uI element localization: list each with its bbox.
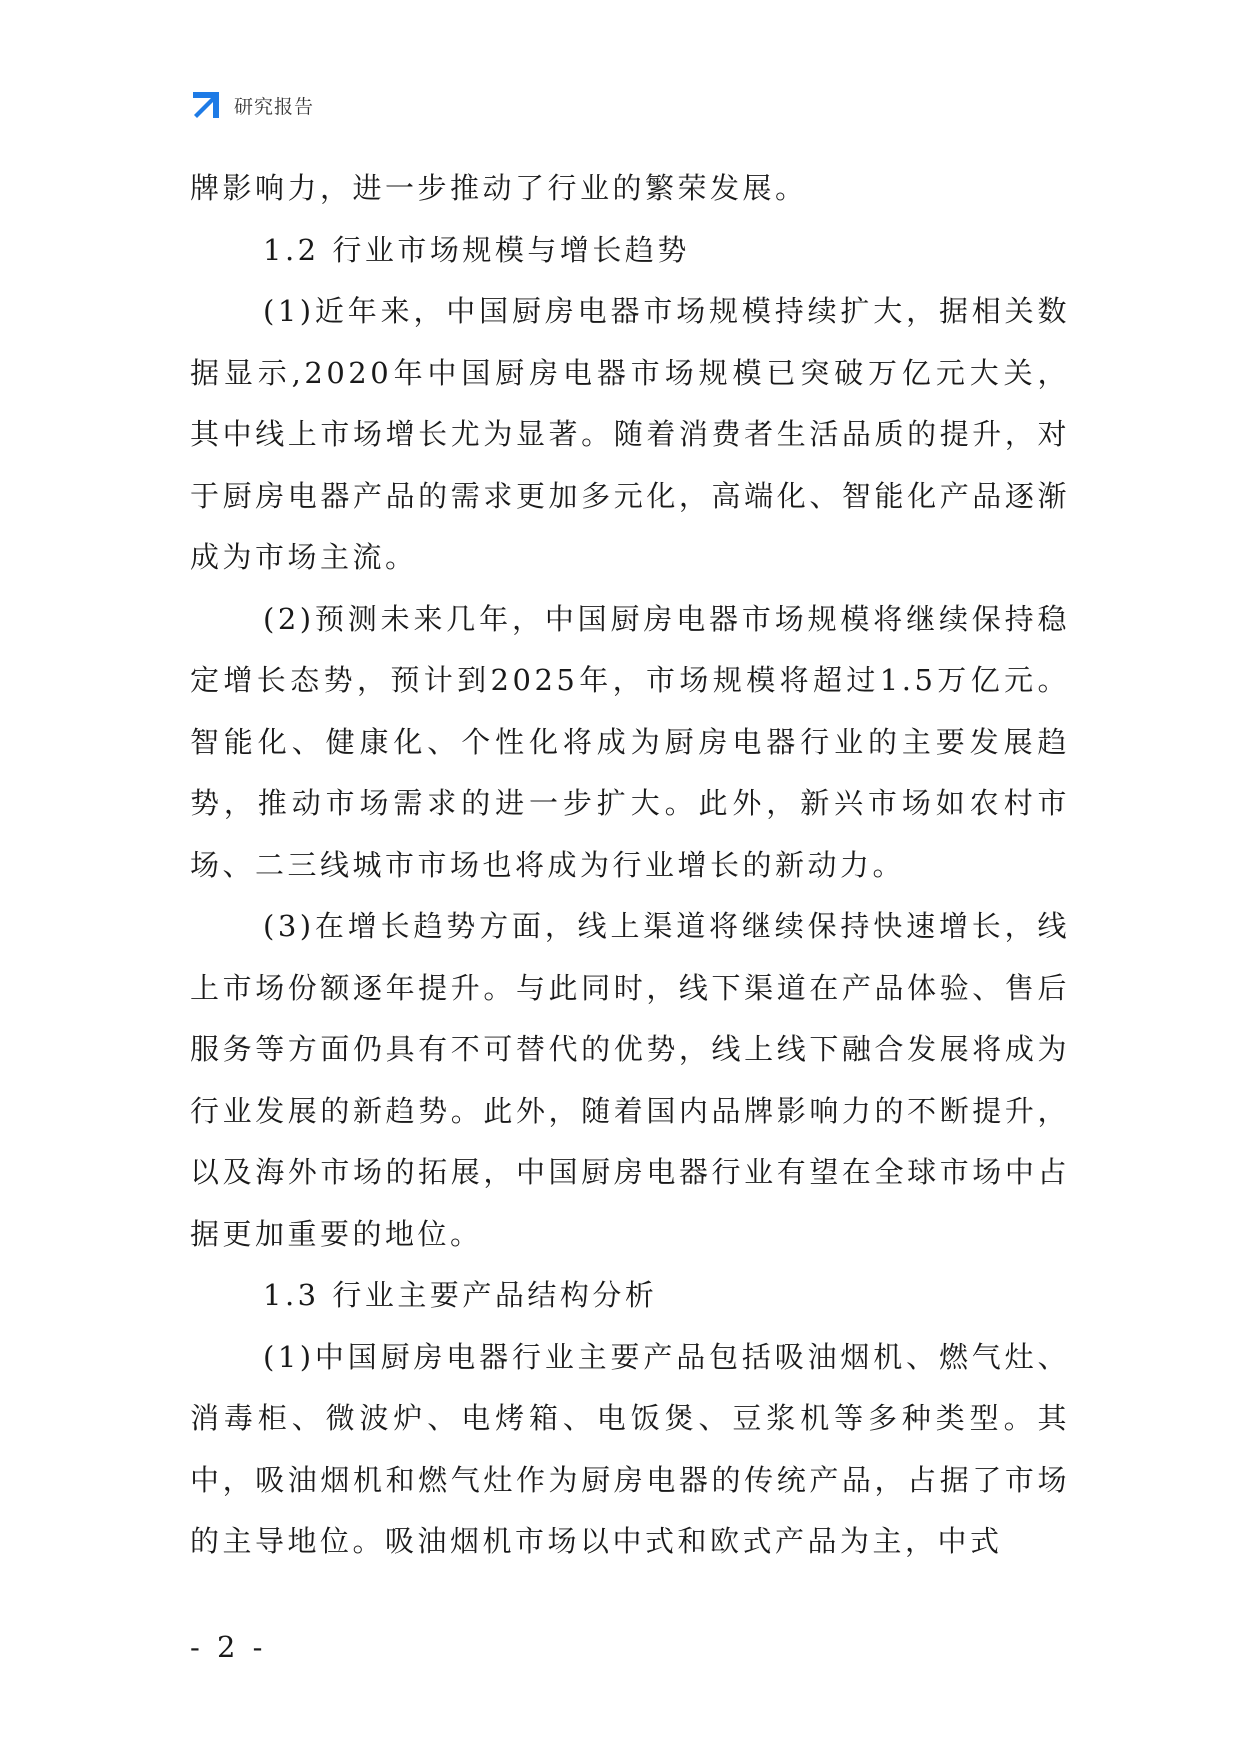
- document-body: [190, 158, 1070, 1573]
- section-heading-1-3: 1.3 行业主要产品结构分析: [263, 1278, 658, 1312]
- section-heading-1-2: 1.2 行业市场规模与增长趋势: [263, 232, 690, 267]
- page-number: - 2 -: [190, 1630, 267, 1664]
- header-title: 研究报告: [234, 95, 315, 118]
- paragraph-1-2-1: (1)近年来，中国厨房电器市场规模持续扩大，据相关数据显示,2020年中国厨房电器市场规模已突破万亿元大关，其中线上市场增长尤为显著。随着消费者生活品质的提升，对于厨房电器产品的需求更加多元化，高端化、智能化产品逐渐成为市场主流。: [190, 294, 1070, 574]
- arrow-logo-icon: [190, 89, 222, 121]
- paragraph-1-2-3: (3)在增长趋势方面，线上渠道将继续保持快速增长，线上市场份额逐年提升。与此同时，线下渠道在产品体验、售后服务等方面仍具有不可替代的优势，线上线下融合发展将成为行业发展的新趋势。此外，随着国内品牌影响力的不断提升，以及海外市场的拓展，中国厨房电器行业有望在全球市场中占据更加重要的地位。: [190, 909, 1070, 1251]
- paragraph-continued: 牌影响力，进一步推动了行业的繁荣发展。: [190, 171, 808, 205]
- paragraph-1-2-2: (2)预测未来几年，中国厨房电器市场规模将继续保持稳定增长态势，预计到2025年，市场规模将超过1.5万亿元。智能化、健康化、个性化将成为厨房电器行业的主要发展趋势，推动市场需求的进一步扩大。此外，新兴市场如农村市场、二三线城市市场也将成为行业增长的新动力。: [190, 601, 1070, 882]
- paragraph-1-3-1: (1)中国厨房电器行业主要产品包括吸油烟机、燃气灶、消毒柜、微波炉、电烤箱、电饭煲、豆浆机等多种类型。其中，吸油烟机和燃气灶作为厨房电器的传统产品，占据了市场的主导地位。吸油烟机市场以中式和欧式产品为主，中式: [190, 1339, 1070, 1558]
- report-header: [190, 88, 314, 122]
